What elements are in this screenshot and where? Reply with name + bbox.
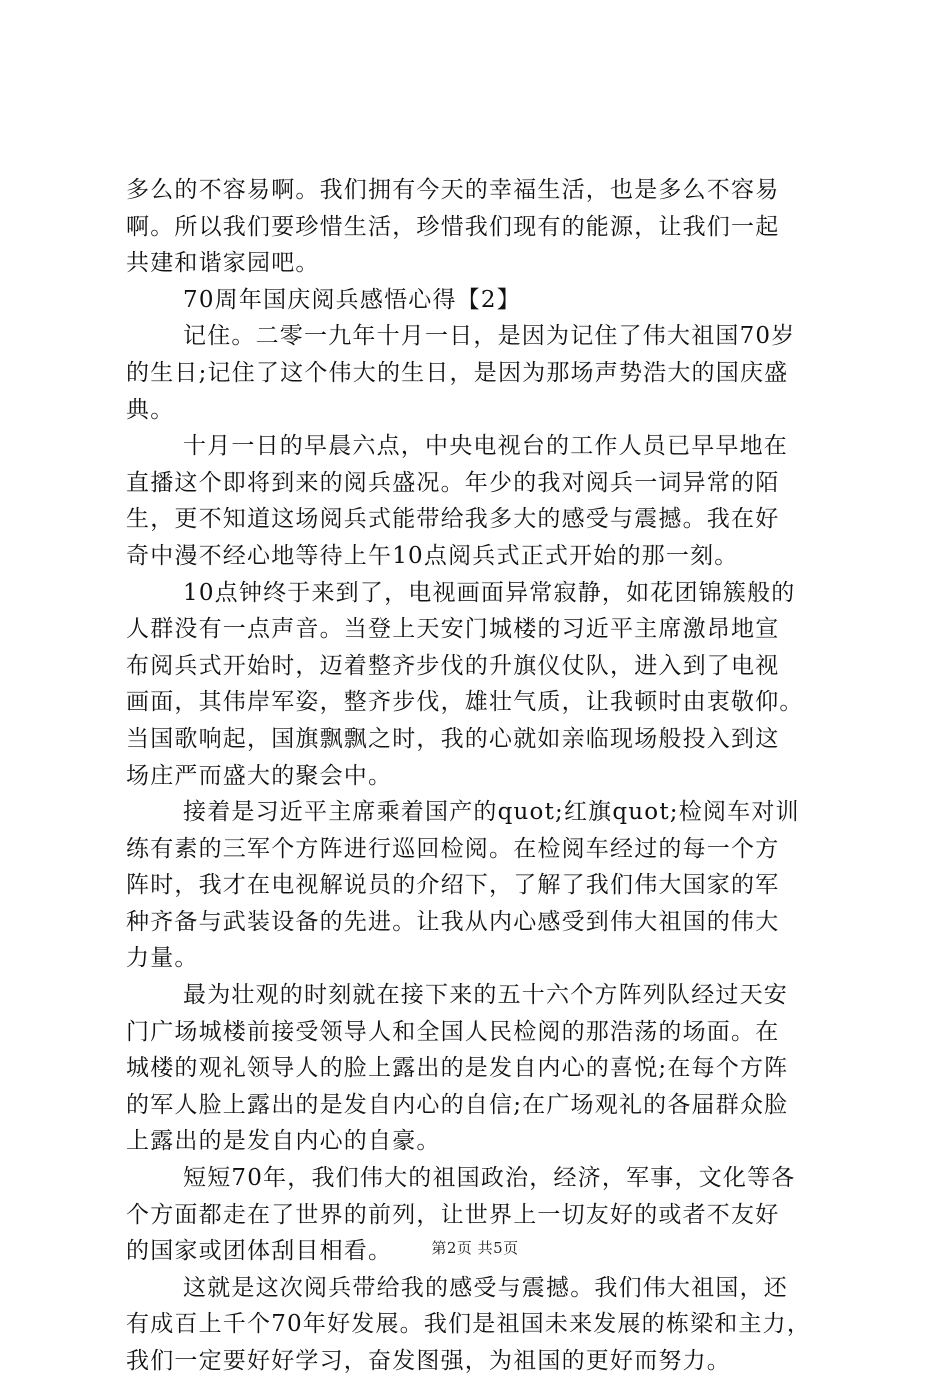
text-line: 场庄严而盛大的聚会中。 (126, 762, 393, 789)
text-line: 记住。二零一九年十月一日，是因为记住了伟大祖国70岁 (183, 323, 796, 350)
text-line: 练有素的三军个方阵进行巡回检阅。在检阅车经过的每一个方 (126, 835, 780, 862)
text-line: 10点钟终于来到了，电视画面异常寂静，如花团锦簇般的 (183, 579, 796, 606)
text-line: 啊。所以我们要珍惜生活，珍惜我们现有的能源，让我们一起 (126, 213, 780, 240)
text-line: 典。 (126, 396, 175, 423)
body-text (126, 172, 826, 1380)
text-line: 这就是这次阅兵带给我的感受与震撼。我们伟大祖国，还 (183, 1274, 788, 1301)
text-line: 的军人脸上露出的是发自内心的自信;在广场观礼的各届群众脸 (126, 1091, 789, 1118)
text-line: 最为壮观的时刻就在接下来的五十六个方阵列队经过天安 (183, 982, 788, 1009)
text-line: 力量。 (126, 945, 199, 972)
page-number-label: 第2页 共5页 (431, 1239, 519, 1257)
text-line: 生，更不知道这场阅兵式能带给我多大的感受与震撼。我在好 (126, 506, 780, 533)
text-line: 接着是习近平主席乘着国产的quot;红旗quot;检阅车对训 (183, 799, 800, 826)
text-line: 上露出的是发自内心的自豪。 (126, 1128, 441, 1155)
text-line: 布阅兵式开始时，迈着整齐步伐的升旗仪仗队，进入到了电视 (126, 652, 780, 679)
text-line: 多么的不容易啊。我们拥有今天的幸福生活，也是多么不容易 (126, 177, 780, 203)
text-line: 我们一定要好好学习，奋发图强，为祖国的更好而努力。 (126, 1348, 731, 1374)
text-line: 个方面都走在了世界的前列，让世界上一切友好的或者不友好 (126, 1201, 780, 1228)
text-line: 奇中漫不经心地等待上午10点阅兵式正式开始的那一刻。 (126, 542, 739, 569)
text-line: 画面，其伟岸军姿，整齐步伐，雄壮气质，让我顿时由衷敬仰。 (126, 689, 804, 716)
text-line: 城楼的观礼领导人的脸上露出的是发自内心的喜悦;在每个方阵 (126, 1055, 789, 1082)
text-line: 门广场城楼前接受领导人和全国人民检阅的那浩荡的场面。在 (126, 1018, 780, 1045)
text-line: 短短70年，我们伟大的祖国政治，经济，军事，文化等各 (183, 1165, 796, 1192)
text-line: 阵时，我才在电视解说员的介绍下，了解了我们伟大国家的军 (126, 872, 780, 899)
text-line: 的国家或团体刮目相看。 (126, 1238, 393, 1265)
text-line: 种齐备与武装设备的先进。让我从内心感受到伟大祖国的伟大 (126, 908, 780, 935)
text-line: 有成百上千个70年好发展。我们是祖国未来发展的栋梁和主力， (126, 1311, 812, 1338)
text-line: 的生日;记住了这个伟大的生日，是因为那场声势浩大的国庆盛 (126, 359, 789, 386)
text-line: 共建和谐家园吧。 (126, 250, 320, 277)
page-footer (0, 1238, 950, 1258)
section-heading: 70周年国庆阅兵感悟心得【2】 (183, 286, 521, 313)
text-line: 十月一日的早晨六点，中央电视台的工作人员已早早地在 (183, 433, 788, 460)
text-line: 人群没有一点声音。当登上天安门城楼的习近平主席激昂地宣 (126, 616, 780, 643)
text-line: 直播这个即将到来的阅兵盛况。年少的我对阅兵一词异常的陌 (126, 469, 780, 496)
text-line: 当国歌响起，国旗飘飘之时，我的心就如亲临现场般投入到这 (126, 725, 780, 752)
